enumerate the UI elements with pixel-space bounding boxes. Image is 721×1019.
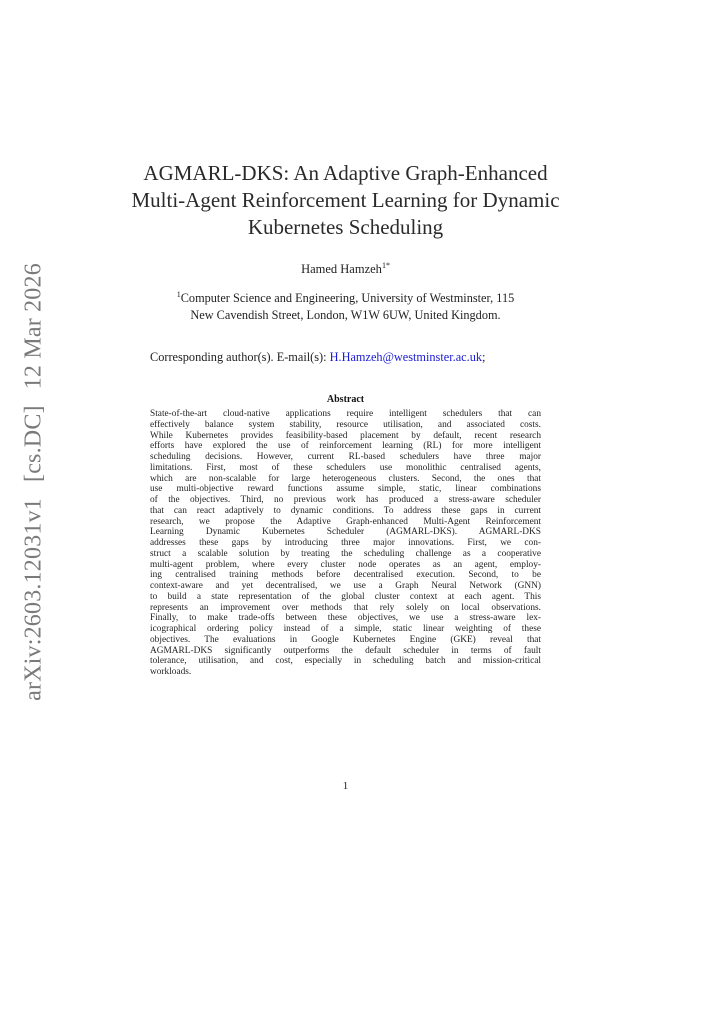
abstract-line: ing centralised training methods before decentralised execution. Second, to be	[150, 570, 541, 581]
abstract-line: While Kubernetes provides feasibility-based placement by default, recent research	[150, 430, 541, 441]
author-line	[120, 262, 571, 277]
abstract-line: addresses these gaps by introducing three major innovations. First, we con-	[150, 538, 541, 548]
title-line: Multi-Agent Reinforcement Learning for Dynamic	[131, 188, 560, 212]
abstract-heading: Abstract	[326, 394, 365, 405]
abstract-line: objectives. The evaluations in Google Kubernetes Engine (GKE) reveal that	[150, 634, 541, 645]
title-line: AGMARL-DKS: An Adaptive Graph-Enhanced	[143, 161, 548, 185]
abstract-body	[150, 409, 541, 678]
abstract-line: efforts have explored the use of reinforcement learning (RL) for more intelligent	[150, 441, 541, 452]
abstract-line: scheduling decisions. However, current RL-based schedulers have three major	[150, 452, 541, 462]
arxiv-category: [cs.DC]	[20, 405, 47, 482]
abstract-line: tolerance, utilisation, and cost, especially in scheduling batch and mission-critical	[150, 656, 541, 667]
abstract-line: icographical ordering policy instead of a simple, static linear weighting of these	[150, 624, 541, 634]
correspondence-line	[150, 350, 570, 365]
affiliation-line: New Cavendish Street, London, W1W 6UW, United Kingdom.	[190, 308, 501, 322]
abstract-line: multi-agent problem, where every cluster node operates as an agent, employ-	[150, 559, 541, 570]
page-number: 1	[342, 780, 349, 792]
arxiv-id: arXiv:2603.12031v1	[20, 497, 47, 701]
abstract-line: State-of-the-art cloud-native applications require intelligent schedulers that can	[150, 409, 541, 419]
abstract-line: use multi-objective reward functions assume simple, static, linear combinations	[150, 484, 541, 495]
affiliation-text: Computer Science and Engineering, University of Westminster, 115	[180, 291, 515, 305]
author-superscript: 1*	[381, 260, 390, 270]
correspondence-suffix: ;	[482, 350, 486, 364]
affiliation	[130, 290, 561, 324]
abstract-line: research, we propose the Adaptive Graph-enhanced Multi-Agent Reinforcement	[150, 516, 541, 527]
abstract-line: workloads.	[150, 667, 192, 677]
abstract-line: to build a state representation of the global cluster context at each agent. This	[150, 591, 541, 602]
abstract-line: context-aware and yet decentralised, we use a Graph Neural Network (GNN)	[150, 581, 541, 591]
arxiv-date: 12 Mar 2026	[20, 263, 47, 390]
title-line: Kubernetes Scheduling	[247, 215, 444, 239]
abstract-line: Learning Dynamic Kubernetes Scheduler (AGMARL-DKS). AGMARL-DKS	[150, 527, 541, 538]
affiliation-superscript: 1	[176, 289, 181, 299]
abstract-line: limitations. First, most of these schedulers use monolithic centralised agents,	[150, 462, 541, 473]
email-link[interactable]: H.Hamzeh@westminster.ac.uk	[329, 350, 482, 364]
author-name: Hamed Hamzeh	[301, 262, 382, 276]
abstract-line: which are non-scalable for large heterogeneous clusters. Second, the ones that	[150, 473, 541, 484]
paper-title	[120, 160, 571, 241]
abstract-line: represents an improvement over methods that rely solely on local observations.	[150, 602, 541, 613]
abstract-line: struct a scalable solution by treating the scheduling challenge as a cooperative	[150, 548, 541, 559]
abstract-line: that can react adaptively to dynamic conditions. To address these gaps in current	[150, 505, 541, 516]
correspondence-prefix: Corresponding author(s). E-mail(s):	[150, 350, 330, 364]
arxiv-identifier-stamp	[21, 263, 48, 701]
abstract-line: effectively balance system stability, resource utilisation, and associated costs.	[150, 419, 541, 430]
affiliation-line	[130, 290, 561, 307]
abstract-line: of the objectives. Third, no previous work has produced a stress-aware scheduler	[150, 495, 541, 505]
abstract-line: Finally, to make trade-offs between these objectives, we use a stress-aware lex-	[150, 613, 541, 624]
abstract-line: AGMARL-DKS significantly outperforms the default scheduler in terms of fault	[150, 645, 541, 656]
